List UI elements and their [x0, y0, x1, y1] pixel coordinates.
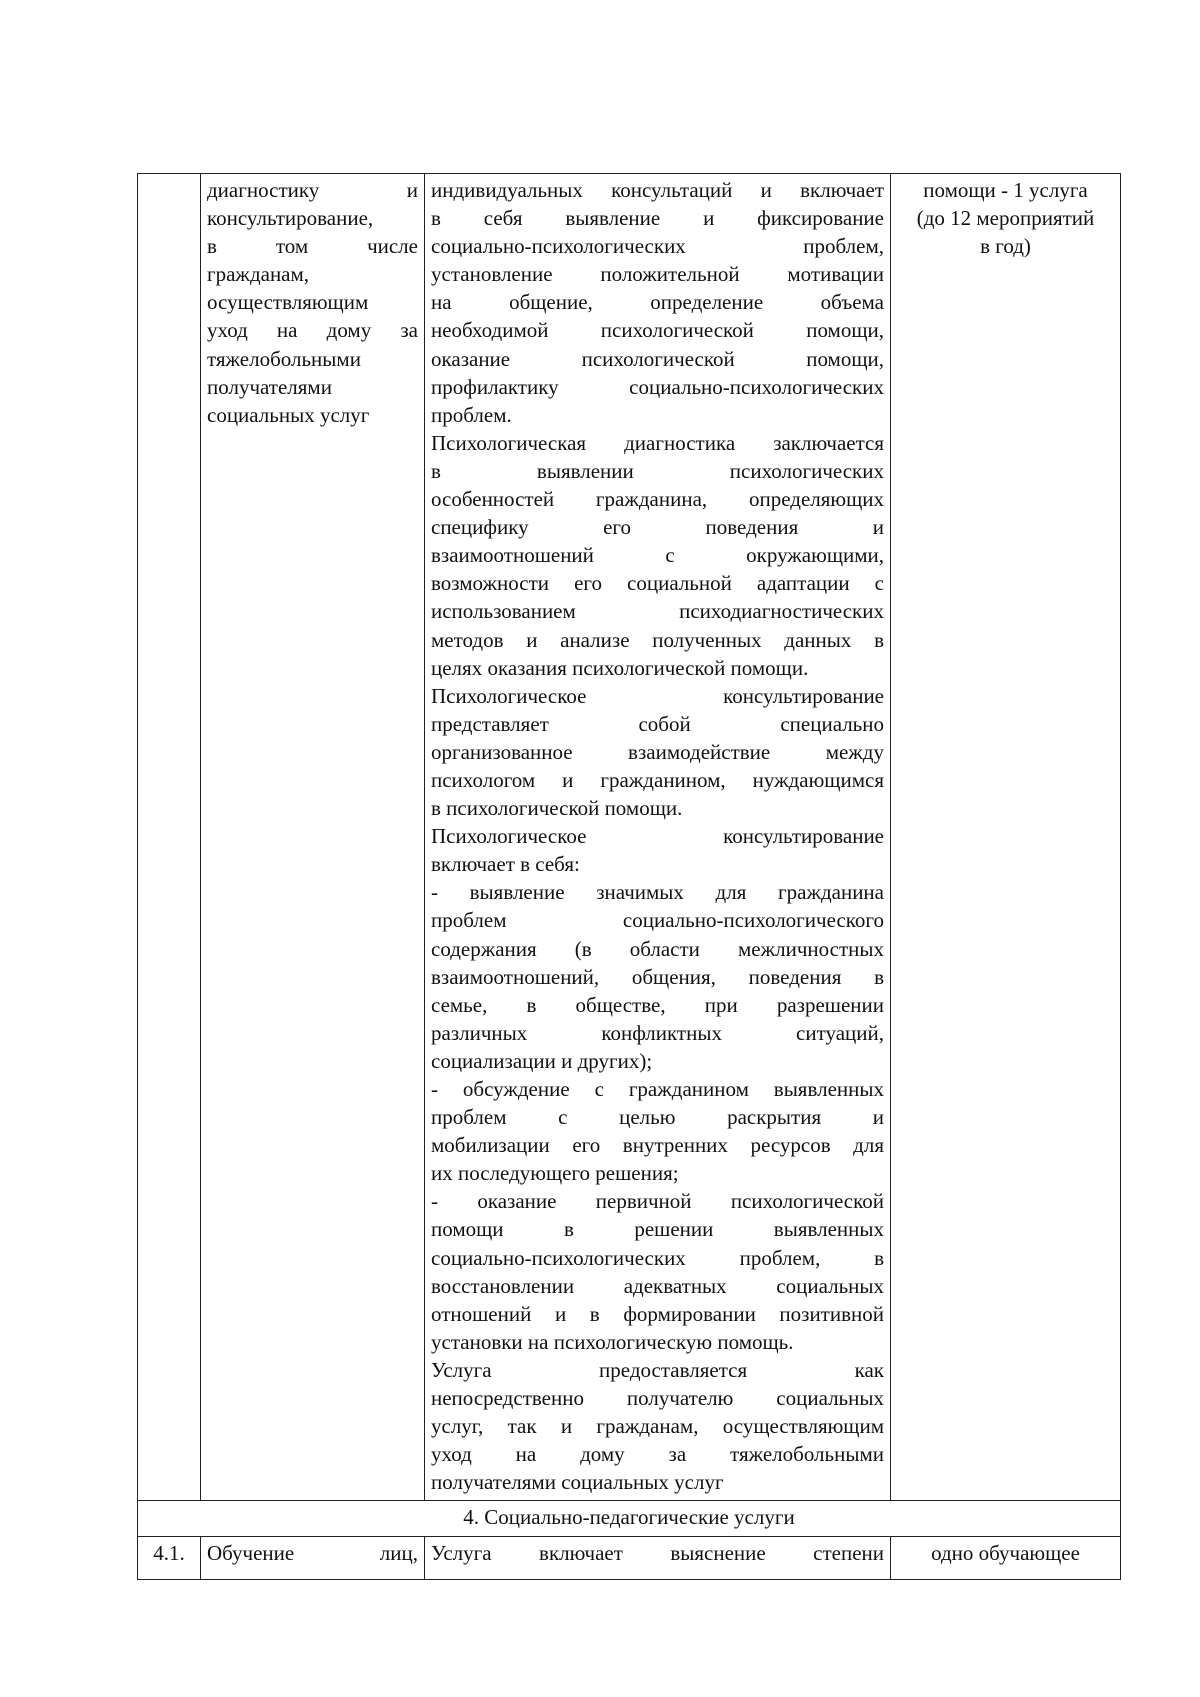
service-description-line: взаимоотношений, общения, поведения в — [431, 964, 884, 989]
service-description-line: уход на дому за тяжелобольными — [431, 1442, 884, 1467]
service-description-line: Психологическое консультирование — [431, 683, 884, 708]
service-description-line: - выявление значимых для гражданина — [431, 880, 884, 905]
service-description-line: услуг, так и гражданам, осуществляющим — [431, 1414, 884, 1439]
service-description-line: содержания (в области межличностных — [431, 936, 884, 961]
service-volume-cell — [891, 1536, 1121, 1579]
service-description-line: непосредственно получателю социальных — [431, 1386, 884, 1411]
service-description-line: методов и анализе полученных данных в — [431, 627, 884, 652]
services-table — [137, 173, 1121, 1580]
service-description-line: в себя выявление и фиксирование — [431, 206, 884, 231]
service-name-line: консультирование, — [207, 206, 374, 231]
service-description-line: возможности его социальной адаптации с — [431, 571, 884, 596]
service-description-line: - оказание первичной психологической — [431, 1189, 884, 1214]
service-description-line: взаимоотношений с окружающими, — [431, 543, 884, 568]
service-description-line: Психологическая диагностика заключается — [431, 430, 884, 455]
service-description-line: социализации и других); — [431, 1048, 653, 1073]
service-description-line: в выявлении психологических — [431, 458, 884, 483]
service-description-line: социально-психологических проблем, в — [431, 1245, 884, 1270]
table-row — [138, 1536, 1121, 1579]
service-description-line: социально-психологических проблем, — [431, 234, 884, 259]
service-description-line: особенностей гражданина, определяющих — [431, 487, 884, 512]
service-description-line: отношений и в формировании позитивной — [431, 1301, 884, 1326]
service-description-line: Услуга предоставляется как — [431, 1357, 884, 1382]
service-description-line: организованное взаимодействие между — [431, 739, 884, 764]
service-name-line: диагностику и — [207, 178, 418, 202]
service-description-line: представляет собой специально — [431, 711, 884, 736]
service-description-line: получателями социальных услуг — [431, 1470, 724, 1495]
service-description-cell — [425, 1536, 891, 1579]
service-description-line: на общение, определение объема — [431, 290, 884, 315]
row-number: 4.1. — [138, 1536, 201, 1579]
service-volume-text: одно обучающее — [931, 1540, 1080, 1565]
service-description-cell — [425, 174, 891, 1501]
service-description-line: оказание психологической помощи, — [431, 346, 884, 371]
section-header-row — [138, 1501, 1121, 1536]
service-name-text: Обучение лиц, — [207, 1540, 418, 1565]
service-description-line: индивидуальных консультаций и включает — [431, 178, 884, 202]
service-description-line: проблем социально-психологического — [431, 908, 884, 933]
service-description-line: проблем с целью раскрытия и — [431, 1105, 884, 1130]
service-name-cell — [201, 174, 425, 1501]
service-name-line: уход на дому за — [207, 318, 418, 343]
service-description-line: целях оказания психологической помощи. — [431, 655, 809, 680]
service-name-cell — [201, 1536, 425, 1579]
service-description-line: психологом и гражданином, нуждающимся — [431, 767, 884, 792]
service-description-line: проблем. — [431, 402, 512, 427]
service-name-line: тяжелобольными — [207, 346, 361, 371]
service-description-line: установление положительной мотивации — [431, 262, 884, 287]
service-description-line: их последующего решения; — [431, 1161, 679, 1186]
service-volume-line: помощи - 1 услуга — [923, 178, 1088, 202]
section-title: 4. Социально-педагогические услуги — [138, 1501, 1121, 1536]
service-description-line: различных конфликтных ситуаций, — [431, 1020, 884, 1045]
service-name-line: в том числе — [207, 234, 418, 259]
row-number-cell — [138, 174, 201, 1501]
service-description-line: Психологическое консультирование — [431, 824, 884, 849]
service-description-line: семье, в обществе, при разрешении — [431, 992, 884, 1017]
service-name-line: гражданам, — [207, 262, 310, 287]
service-description-line: мобилизации его внутренних ресурсов для — [431, 1133, 884, 1158]
table-row — [138, 174, 1121, 1501]
service-name-line: социальных услуг — [207, 402, 370, 427]
service-description-line: специфику его поведения и — [431, 515, 884, 540]
service-description-line: помощи в решении выявленных — [431, 1217, 884, 1242]
service-description-line: использованием психодиагностических — [431, 599, 884, 624]
service-description-line: - обсуждение с гражданином выявленных — [431, 1077, 884, 1101]
service-description-text: Услуга включает выяснение степени — [431, 1540, 884, 1565]
service-volume-line: в год) — [980, 234, 1031, 259]
service-name-line: осуществляющим — [207, 290, 369, 315]
service-description-line: в психологической помощи. — [431, 796, 683, 821]
service-description-line: установки на психологическую помощь. — [431, 1329, 794, 1354]
service-description-line: включает в себя: — [431, 852, 580, 877]
service-volume-cell — [891, 174, 1121, 1501]
service-description-line: профилактику социально-психологических — [431, 374, 884, 399]
service-description-line: восстановлении адекватных социальных — [431, 1273, 884, 1298]
service-description-line: необходимой психологической помощи, — [431, 318, 884, 343]
service-name-line: получателями — [207, 374, 332, 399]
service-volume-line: (до 12 мероприятий — [916, 206, 1095, 231]
